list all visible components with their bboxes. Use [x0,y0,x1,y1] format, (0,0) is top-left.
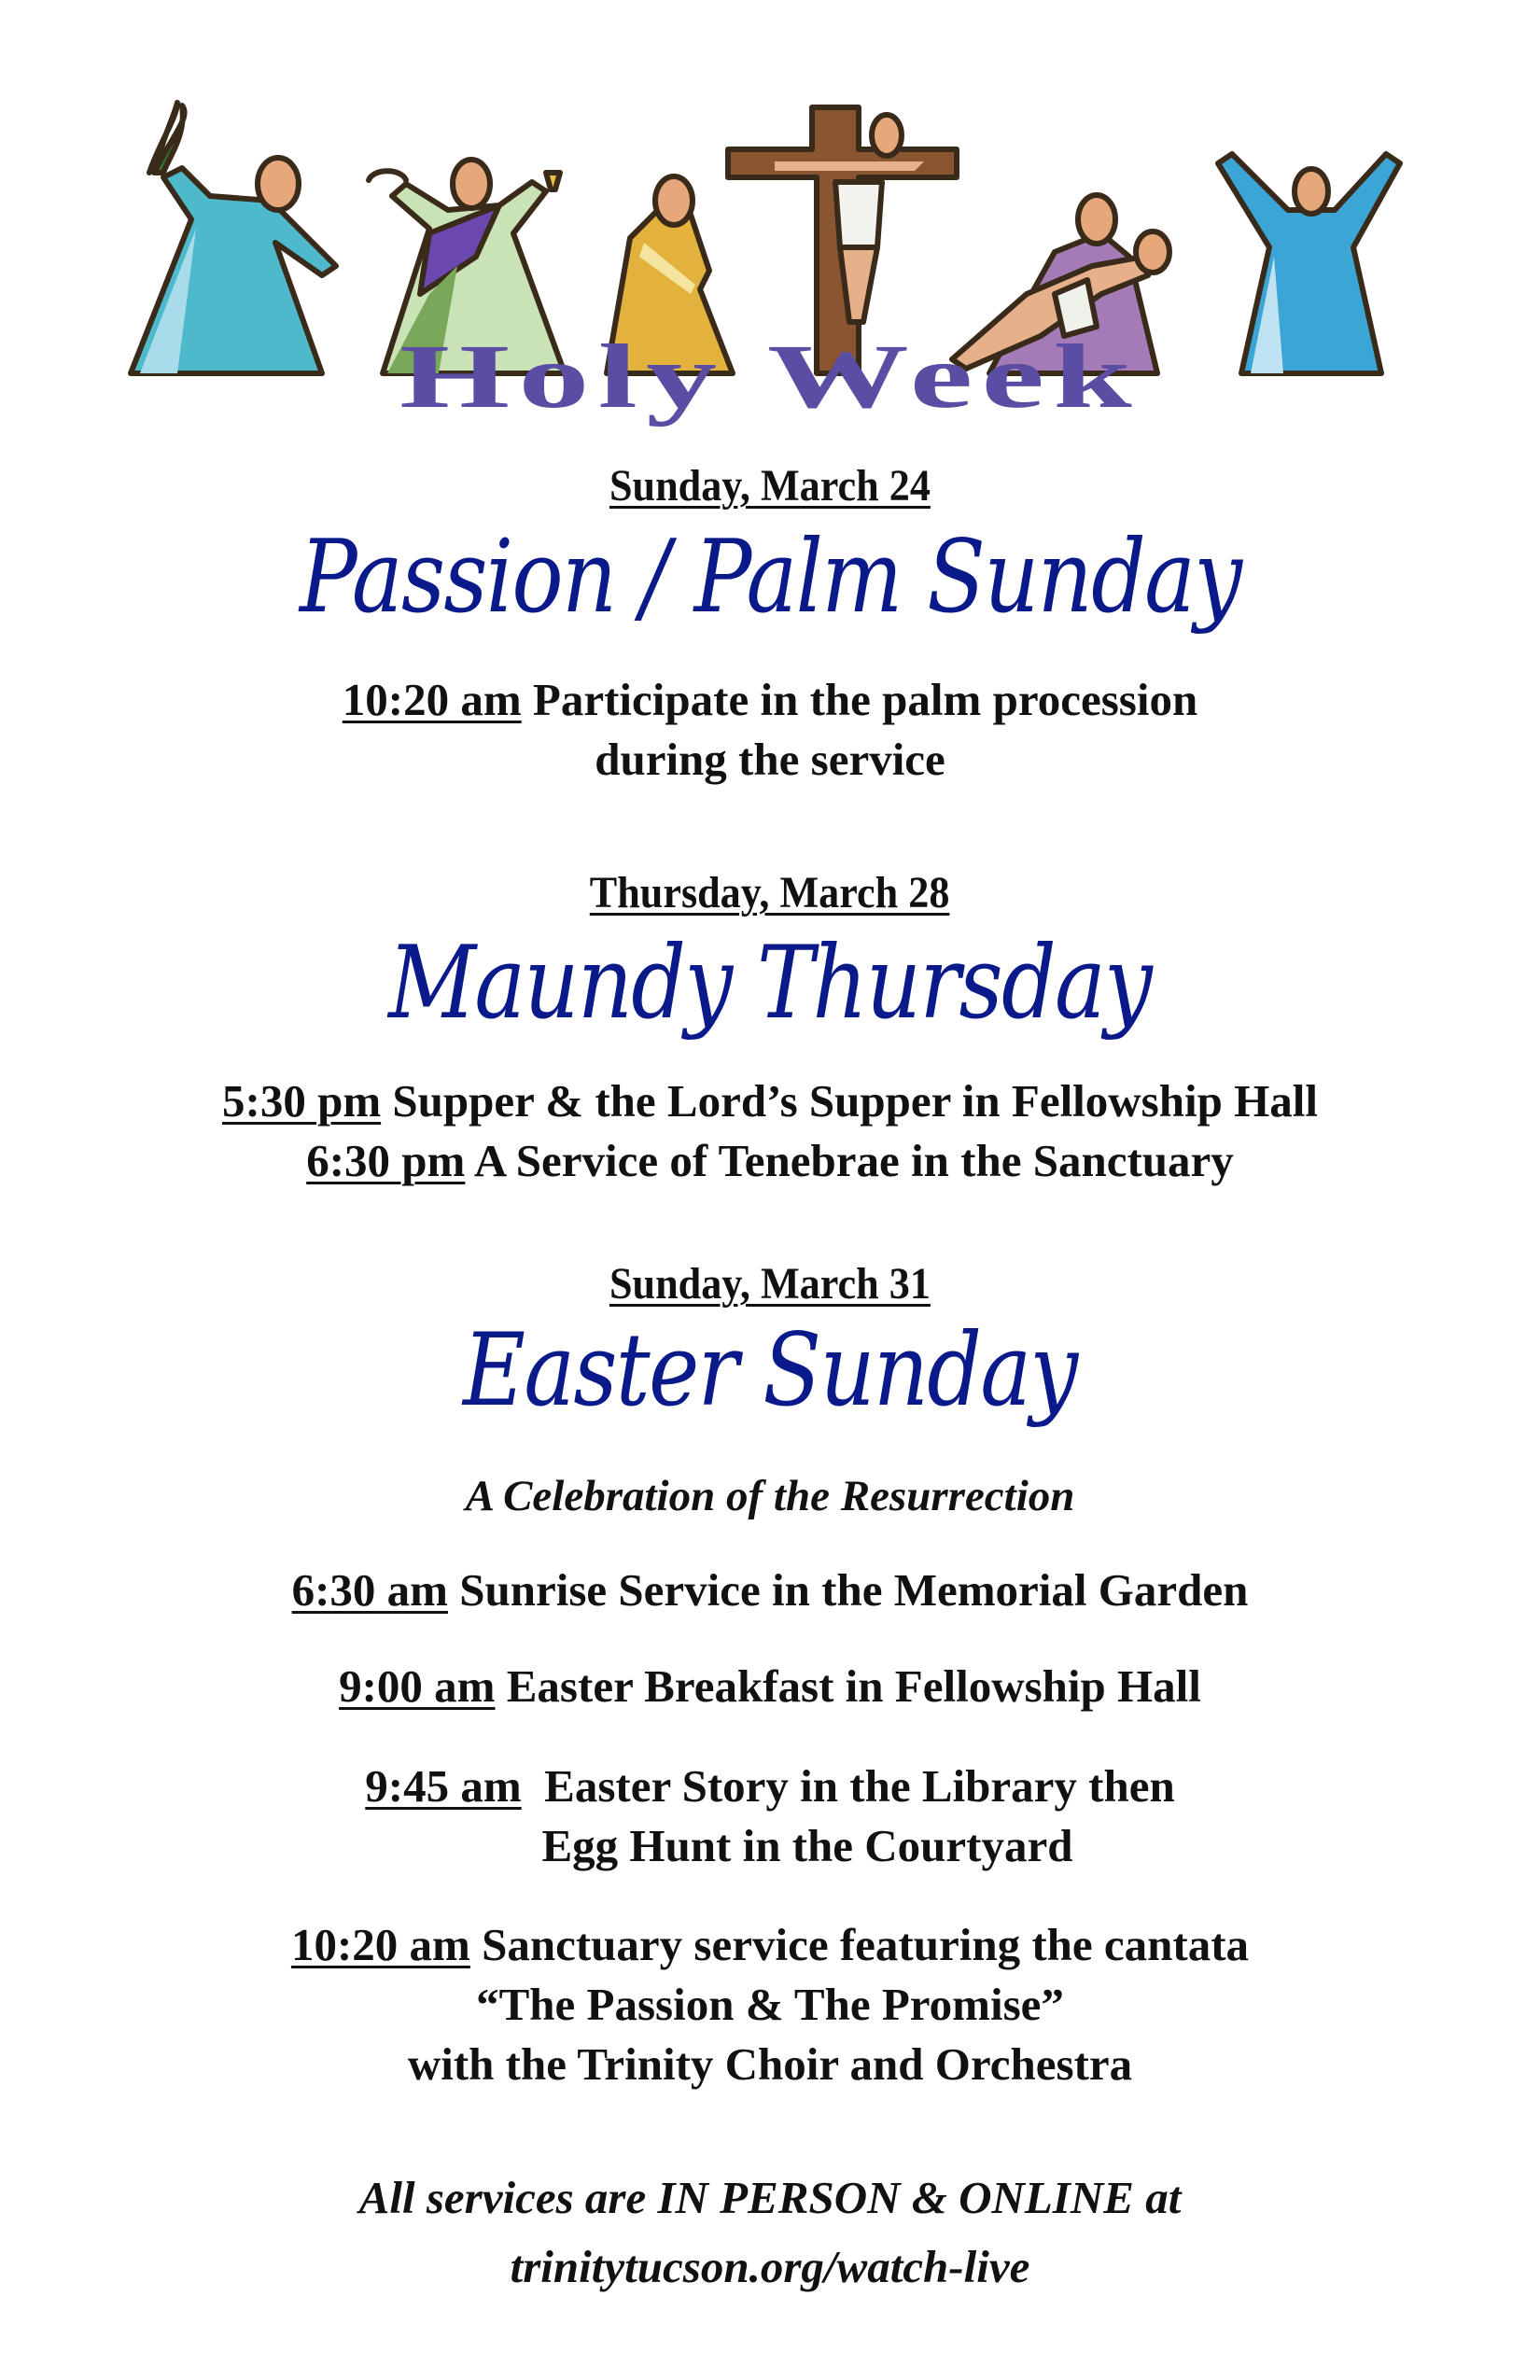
event-line [0,1915,1540,2094]
event-time: 9:00 am [339,1660,496,1712]
date-heading: Sunday, March 24 [609,461,931,511]
event-line [0,1561,1540,1620]
section-maundy-thursday-date [0,868,1540,917]
event-title: Easter Sunday [463,1312,1077,1429]
event-line [0,670,1540,790]
event-list [0,1071,1540,1191]
section-easter-sunday-title [0,1312,1540,1429]
event-description: Easter Breakfast in Fellowship Hall [495,1660,1201,1712]
event-subtitle: A Celebration of the Resurrection [465,1472,1075,1520]
event-description: A Service of Tenebrae in the Sanctuary [465,1135,1234,1186]
footer [0,2163,1540,2302]
event-description: Easter Story in the Library then [521,1760,1175,1812]
event-description: Sunrise Service in the Memorial Garden [448,1564,1249,1616]
footer-url: trinitytucson.org/watch-live [510,2241,1030,2292]
date-heading: Thursday, March 28 [590,868,950,917]
event-line [0,1657,1540,1716]
event-title: Maundy Thursday [388,925,1152,1042]
event-time: 6:30 am [291,1564,448,1616]
event-description: Participate in the palm procession [521,674,1198,725]
event-time: 6:30 pm [306,1135,466,1186]
event-description: Sanctuary service featuring the cantata [469,1919,1250,1970]
event-time: 9:45 am [365,1760,522,1812]
date-heading: Sunday, March 31 [609,1259,931,1309]
event-title: Passion / Palm Sunday [299,519,1241,636]
event-time: 10:20 am [342,674,522,725]
event-description: Supper & the Lord’s Supper in Fellowship Hall [381,1075,1318,1127]
event-line [0,1071,1540,1131]
cantata-title: “The Passion & The Promise” [476,1979,1064,2030]
section-palm-sunday-date [0,461,1540,511]
event-line [0,1131,1540,1191]
event-description-continued: during the service [595,734,945,785]
footer-note: All services are IN PERSON & ONLINE at [358,2172,1182,2223]
section-palm-sunday-title [0,519,1540,636]
event-description-continued: Egg Hunt in the Courtyard [541,1820,1073,1871]
holy-week-title: Holy Week [399,327,1141,427]
event-time: 5:30 pm [222,1075,382,1127]
event-time: 10:20 am [290,1919,470,1970]
event-description-continued: with the Trinity Choir and Orchestra [407,2038,1133,2090]
section-easter-sunday-date [0,1259,1540,1309]
event-subtitle-wrap [0,1472,1540,1520]
event-line [0,1757,1540,1876]
section-maundy-thursday-title [0,925,1540,1042]
